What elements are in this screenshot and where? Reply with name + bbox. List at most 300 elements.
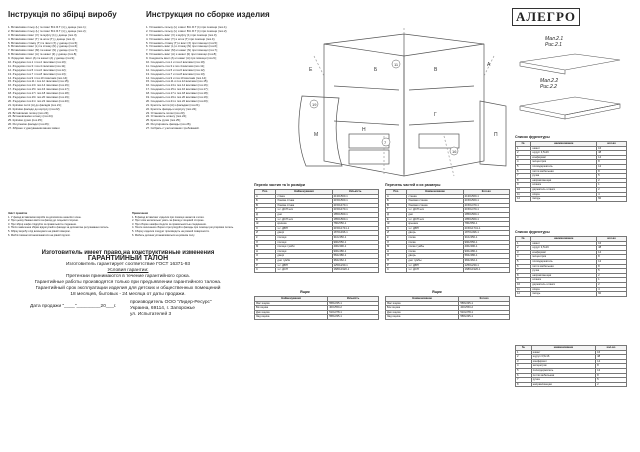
note-item: 6. Мебель должна устанавливаться на ровном полу.: [132, 233, 195, 237]
table-cell: з.с. ДВП: [407, 263, 463, 268]
table-cell: 1250х230-1: [332, 263, 378, 268]
table-cell: 60: [597, 197, 627, 202]
table-header-cell: Кількість: [332, 190, 378, 195]
table-cell: 8: [596, 364, 627, 369]
table-cell: конфирмат: [531, 155, 597, 160]
step-item: 26. Регулировать фасады (поз.26);: [146, 123, 192, 127]
table-cell: полкодержатель: [531, 368, 595, 373]
step-item: 7. Установить винт (М) и шкант (N) при помощи (поз.7);: [146, 49, 218, 53]
table-cell: 12: [516, 197, 531, 202]
table-cell: петля мебельная: [531, 169, 597, 174]
parts-table-ua-title: Перелік частин та їх розміри: [254, 183, 305, 187]
note-item: 5. Сборку изделия следует производить на ровной поверхности.: [132, 229, 210, 233]
table-cell: 8: [516, 382, 532, 387]
table-cell: 8: [597, 255, 627, 260]
drawer-sketch-2: [515, 92, 625, 122]
step-item: 2. Вставляємо гільзу (L) та гвинт В.К.Я.Т (1) у днище (поз.2);: [8, 29, 87, 33]
step-item: 18. З'єднуємо поз.17 і поз.18 гвинтами (поз.18);: [8, 92, 70, 96]
table-row: [255, 268, 379, 273]
brand-logo: АЛЕГРО: [512, 8, 580, 26]
callout-number: 19: [312, 102, 317, 107]
table-cell: 48: [597, 151, 627, 156]
step-item: 20. З'єднуємо поз.21 і поз.22 гвинтами (поз.20);: [8, 99, 70, 103]
table-header-cell: наименование: [531, 142, 597, 147]
table-cell: 1850х560-1: [332, 212, 378, 217]
fittings-table-1: [515, 141, 627, 202]
pic-label-1: Мал.2.1: [545, 36, 564, 42]
table-cell: 6: [516, 264, 531, 269]
table-cell: полиця: [276, 249, 332, 254]
warranty-line: Изготовитель имеет право на конструктивные изменения: [41, 250, 215, 256]
callout-number: 16: [452, 149, 457, 154]
note-item: 3. При сборке шкафа следите за правильностью соединения.: [132, 222, 207, 226]
table-cell: Ж: [255, 222, 276, 227]
fittings-table-3: [515, 345, 627, 387]
table-cell: 12: [597, 259, 627, 264]
pic-label-2: Мал.2.2: [540, 78, 559, 84]
assembly-diagram: [284, 26, 509, 184]
step-item: 19. З'єднуємо поз.19 і поз.20 гвинтами (поз.19);: [8, 96, 70, 100]
table-cell: 4: [516, 255, 531, 260]
table-cell: з.с. ДВП: [276, 226, 332, 231]
table-cell: Ж: [386, 222, 407, 227]
step-item: 17. З'єднуємо поз.15 і поз.16 гвинтами (поз.17);: [8, 88, 70, 92]
step-item: 5. Установить стяжку (Т) и винт (Х) при помощи (поз.5);: [146, 41, 218, 45]
table-cell: 3: [516, 155, 531, 160]
table-cell: ручка: [531, 269, 597, 274]
table-header-cell: кол-во: [597, 237, 627, 242]
step-item: 16. Соединить поз.13 и поз.14 винтами (поз.16);: [146, 84, 209, 88]
table-cell: Р: [255, 263, 276, 268]
table-cell: 8: [516, 178, 531, 183]
table-cell: боковая стенка: [407, 199, 463, 204]
sale-date: Дата продажи "____"_________20___г.: [30, 304, 117, 309]
note-item: 2. При этом желательно уметь за фасад к лицевой стороне.: [132, 219, 205, 223]
table-cell: гвоздь: [531, 292, 597, 297]
step-item: 4. Вставляємо гвинт (T) та шток (T) у днище (поз.4);: [8, 37, 76, 41]
table-cell: 12: [516, 292, 531, 297]
table-cell: 384х362-1: [332, 258, 378, 263]
table-cell: В: [255, 203, 276, 208]
step-item: 2. Установить гильзу (L) и винт В.К.Я.Т (1) при помощи (поз.2);: [146, 29, 228, 33]
table-cell: 5: [516, 164, 531, 169]
table-cell: 780х550-1: [332, 222, 378, 227]
step-item: 12. Соединить поз.5 и поз.6 винтами (поз.12);: [146, 68, 206, 72]
step-item: 25. Кріпимо ручки (поз.25);: [8, 119, 43, 123]
table-header-cell: Найменування: [255, 297, 328, 302]
table-cell: з.с. ДСП: [407, 268, 463, 273]
table-cell: 7: [516, 269, 531, 274]
table-cell: з.с. ДСП низ: [276, 217, 332, 222]
table-cell: полка: [407, 235, 463, 240]
step-item: 24. Установить штангу (поз.24);: [146, 115, 187, 119]
table-cell: дверь: [407, 231, 463, 236]
step-item: 12. З'єднуємо поз.5 і поз.6 гвинтами (поз.12);: [8, 68, 67, 72]
table-cell: 4: [597, 287, 627, 292]
table-cell: 48: [597, 246, 627, 251]
step-item: 25. Крепить ручки (поз.25);: [146, 119, 181, 123]
table-cell: 990х550-1: [463, 240, 509, 245]
table-cell: 2: [597, 273, 627, 278]
table-cell: Г: [255, 208, 276, 213]
table-cell: 1680х1920-1: [463, 268, 509, 273]
fittings-table-2-title: Список фурнитуры: [515, 230, 550, 234]
warranty-title: ГАРАНТИЙНЫЙ ТАЛОН: [87, 255, 169, 262]
table-cell: Р: [386, 263, 407, 268]
table-cell: шуруп 3,5х16: [531, 246, 597, 251]
steps-list-ua: [8, 26, 143, 131]
table-cell: 2150х1741-1: [332, 226, 378, 231]
table-cell: держатель штанги: [531, 282, 597, 287]
part-letter: П: [494, 132, 498, 138]
table-cell: полиця: [276, 240, 332, 245]
table-cell: эксцентрик: [531, 255, 597, 260]
table-cell: Н: [386, 249, 407, 254]
table-cell: 1870х496-1: [463, 231, 509, 236]
table-cell: 1: [597, 278, 627, 283]
callout-number: 11: [394, 62, 399, 67]
table-cell: ручка: [531, 174, 597, 179]
step-item: 3. Установить винт (V) и муфту (1) при помощи (поз.3);: [146, 33, 218, 37]
table-cell: 2150х470-1: [463, 203, 509, 208]
table-cell: Б: [386, 199, 407, 204]
part-letter: Н: [362, 127, 366, 133]
step-item: 14. З'єднуємо поз.9 і поз.10 гвинтами (поз.14);: [8, 76, 68, 80]
table-cell: кришка: [276, 222, 332, 227]
table-cell: А: [386, 194, 407, 199]
warranty-line: Условия гарантии:: [107, 268, 149, 273]
table-cell: полиця: [276, 235, 332, 240]
table-cell: направляющая: [531, 178, 597, 183]
table-cell: 6: [516, 169, 531, 174]
fittings-table-1-title: Список фурнитуры: [515, 135, 550, 139]
table-cell: 12: [597, 164, 627, 169]
table-cell: 3: [516, 359, 532, 364]
table-cell: 1870х496-1: [332, 231, 378, 236]
table-cell: опора: [531, 287, 597, 292]
table-cell: 400х390-1: [332, 245, 378, 250]
table-cell: О: [386, 254, 407, 259]
table-cell: полка: [407, 240, 463, 245]
step-item: 15. З'єднуємо поз.11 і поз.12 гвинтами (поз.15);: [8, 80, 70, 84]
table-cell: 558х335-1: [328, 315, 379, 320]
table-cell: Зад ящика: [386, 315, 459, 320]
table-cell: 400х550-2: [328, 306, 379, 311]
table-cell: Е: [386, 217, 407, 222]
callout-number: 7: [384, 140, 387, 145]
table-cell: дверь: [407, 254, 463, 259]
table-cell: полка: [407, 249, 463, 254]
table-cell: 14: [597, 250, 627, 255]
table-cell: А: [255, 194, 276, 199]
table-cell: 1850х560-1: [463, 217, 509, 222]
table-cell: 5: [596, 378, 627, 383]
table-cell: полиця тумби: [276, 245, 332, 250]
table-cell: двері: [276, 231, 332, 236]
drawer-sketch-1: [515, 50, 625, 76]
table-cell: дно: [276, 212, 332, 217]
table-cell: конфирмат: [531, 359, 595, 364]
table-cell: дно тумби: [276, 258, 332, 263]
table-cell: 584х380-1: [463, 254, 509, 259]
table-header-cell: Кол-во: [459, 297, 510, 302]
notes-ua: [8, 212, 128, 237]
table-cell: направляющая: [531, 382, 595, 387]
table-cell: Фас ящика: [386, 301, 459, 306]
table-cell: 8: [597, 160, 627, 165]
table-cell: П: [255, 258, 276, 263]
table-cell: 2150х560-1: [332, 199, 378, 204]
table-cell: полкодержатель: [531, 259, 597, 264]
table-cell: 4: [597, 192, 627, 197]
table-cell: 2: [596, 382, 627, 387]
table-cell: 900х480-1: [463, 249, 509, 254]
table-cell: 8: [516, 273, 531, 278]
table-cell: 9: [516, 278, 531, 283]
step-item: 22. Кріпимо фасади до корпусу (поз.22);: [8, 107, 61, 111]
table-cell: О: [255, 254, 276, 259]
table-cell: 5: [597, 269, 627, 274]
table-cell: ручка: [531, 378, 595, 383]
part-letter: М: [314, 132, 319, 138]
table-cell: 1: [516, 241, 531, 246]
table-cell: 1250х230-1: [463, 263, 509, 268]
table-header-cell: Поз.: [386, 190, 407, 195]
table-cell: Дно ящика: [255, 310, 328, 315]
table-cell: 14: [597, 155, 627, 160]
table-cell: 3: [516, 250, 531, 255]
table-cell: 8: [597, 169, 627, 174]
table-cell: И: [255, 231, 276, 236]
table-cell: 48: [596, 355, 627, 360]
table-cell: П: [386, 258, 407, 263]
part-letter: A: [487, 62, 491, 68]
table-cell: Л: [255, 240, 276, 245]
table-cell: Бок ящика: [386, 306, 459, 311]
table-cell: Г: [386, 208, 407, 213]
table-cell: 558х335-1: [328, 301, 379, 306]
table-cell: 1850х560-1: [332, 217, 378, 222]
step-item: 3. Вставляємо гвинт (V) та муфту (1) у днище (поз.3);: [8, 33, 78, 37]
table-cell: 9: [516, 183, 531, 188]
manufacturer-line: производитель ООО "Лидер-Ресурс": [130, 300, 212, 305]
step-item: 18. Соединить поз.17 и поз.18 винтами (поз.18);: [146, 92, 209, 96]
table-row: [255, 315, 379, 320]
step-item: 13. З'єднуємо поз.7 і поз.8 гвинтами (поз.13);: [8, 72, 67, 76]
step-item: 1. Вставляємо гільзу (L) та гвинт В.К.Я.Т (1) у днище (поз.1);: [8, 26, 87, 29]
steps-list-ru: [146, 26, 281, 131]
table-cell: дно тумбы: [407, 258, 463, 263]
step-item: 22. Крепить фасады к корпусу (поз.22);: [146, 107, 197, 111]
table-cell: В: [386, 203, 407, 208]
table-cell: Бік ящика: [255, 306, 328, 311]
table-cell: Н: [255, 249, 276, 254]
notes-ru: [132, 212, 252, 237]
table-cell: М: [255, 245, 276, 250]
table-cell: 2150х470-1: [332, 208, 378, 213]
table-row: [516, 382, 627, 387]
table-cell: 16: [597, 241, 627, 246]
manufacturer-block: [130, 300, 212, 318]
step-item: 11. З'єднуємо поз.3 і поз.4 гвинтами (поз.11);: [8, 64, 66, 68]
table-cell: з.с. ДВП: [276, 263, 332, 268]
table-cell: боковая стенка: [407, 203, 463, 208]
table-cell: петля мебельная: [531, 373, 595, 378]
note-item: 4. Після закінчення збірки відрегулюйте фасади за допомогою регулювання петель.: [8, 226, 110, 230]
table-cell: 14: [596, 359, 627, 364]
table-cell: опора: [531, 192, 597, 197]
drawer-table-ua-title: Ящик: [300, 290, 310, 294]
table-cell: конфирмат: [531, 250, 597, 255]
table-cell: направляющая: [531, 273, 597, 278]
table-cell: з.с. ДСП низ: [407, 208, 463, 213]
note-item: 3. При збірці шафи слідкуйте за правильністю з'єднання.: [8, 222, 77, 226]
table-cell: 1: [516, 350, 532, 355]
notes-title: Зміст примітки: [8, 212, 28, 215]
note-item: 4. После окончания сборки отрегулируйте фасады при помощи регулировки петель.: [132, 226, 234, 230]
table-cell: 11: [516, 192, 531, 197]
table-cell: крышка: [407, 222, 463, 227]
table-cell: бокова стінка: [276, 199, 332, 204]
step-item: 4. Установить винт (T) и шток (T) при помощи (поз.4);: [146, 37, 216, 41]
table-cell: 2150х470-1: [463, 208, 509, 213]
table-cell: Д: [255, 212, 276, 217]
step-item: 9. З'єднуємо гвинт (А) та шкант (А) у днище (поз.9);: [8, 57, 75, 61]
table-cell: Д: [386, 212, 407, 217]
table-cell: шуруп 3,5х16: [531, 151, 597, 156]
table-cell: 2150х560-1: [463, 199, 509, 204]
table-header-cell: №: [516, 142, 531, 147]
table-header-cell: №: [516, 237, 531, 242]
step-item: 20. Соединить поз.21 и поз.22 винтами (поз.20);: [146, 99, 209, 103]
step-item: 11. Соединить поз.3 и поз.4 винтами (поз.11);: [146, 64, 205, 68]
table-cell: Б: [255, 199, 276, 204]
note-item: 2. При цьому бажано вміти за фасад до лицьової сторони.: [8, 219, 79, 223]
table-header-cell: Поз.: [255, 190, 276, 195]
table-cell: 384х362-1: [463, 258, 509, 263]
table-cell: 2130х560-1: [332, 194, 378, 199]
table-cell: 990х550-1: [332, 240, 378, 245]
table-cell: 2: [516, 355, 532, 360]
table-header-cell: Найменування: [276, 190, 332, 195]
table-cell: 2: [516, 246, 531, 251]
table-cell: шкант: [531, 350, 595, 355]
step-item: 19. Соединить поз.19 и поз.20 винтами (поз.19);: [146, 96, 209, 100]
pic-label-1b: Рис.2.1: [545, 42, 562, 48]
manufacturer-line: Украина, 69114, г. Запорожье: [130, 306, 195, 311]
table-cell: 510х378-1: [328, 310, 379, 315]
table-cell: С: [255, 268, 276, 273]
step-item: 8. Вставляємо гвинт (А) та шкант (К) у днище (поз.8);: [8, 53, 77, 57]
warranty-line: Гарантийный срок эксплуатации изделия для детских и общественных помещений: [35, 286, 221, 291]
table-cell: дно: [407, 212, 463, 217]
table-cell: 2150х1741-1: [463, 226, 509, 231]
step-item: 5. Вставляємо стяжку (Т) та гвинт (Х) у днище (поз.5);: [8, 41, 78, 45]
step-item: 21. Крепить петли (А) к фасадам (поз.21);: [146, 103, 201, 107]
step-item: 27. Зібрано з урахуванням ваших вимог.: [8, 127, 61, 131]
step-item: 10. З'єднуємо поз.1 і поз.2 гвинтами (поз.10);: [8, 61, 67, 65]
table-cell: 2: [597, 178, 627, 183]
step-item: 6. Установить винт (L) и стяжку (N) при помощи (поз.6);: [146, 45, 218, 49]
table-header-cell: наименование: [531, 346, 595, 351]
table-cell: К: [255, 235, 276, 240]
table-header-cell: Наименование: [407, 190, 463, 195]
step-item: 7. Вставляємо гвинт (М) та шкант (N) у днище (поз.7);: [8, 49, 78, 53]
table-cell: стінка: [276, 194, 332, 199]
table-cell: 2: [516, 151, 531, 156]
table-cell: 7: [516, 174, 531, 179]
table-cell: 4: [516, 160, 531, 165]
step-item: 14. Соединить поз.9 и поз.10 винтами (поз.14);: [146, 76, 207, 80]
table-cell: З: [255, 226, 276, 231]
step-item: 6. Вставляємо гвинт (L) та стяжку (N) у днище (поз.6);: [8, 45, 78, 49]
part-letter: Г: [434, 112, 437, 118]
table-cell: 2: [597, 187, 627, 192]
table-cell: полкодержатель: [531, 164, 597, 169]
pic-label: [545, 36, 563, 48]
table-cell: 12: [596, 368, 627, 373]
table-cell: 16: [597, 146, 627, 151]
step-item: 21. Кріпимо петлі (А) до фасадів (поз.21);: [8, 103, 62, 107]
table-cell: 5: [597, 174, 627, 179]
table-cell: 558х335-1: [459, 301, 510, 306]
table-cell: Е: [255, 217, 276, 222]
step-item: 15. Соединить поз.11 и поз.12 винтами (поз.15);: [146, 80, 209, 84]
step-item: 23. Вставляємо полиці (поз.23);: [8, 111, 50, 115]
part-letter: В: [434, 67, 438, 73]
table-cell: з.с. ДВП: [407, 226, 463, 231]
table-cell: з.с. ДСП низ: [276, 208, 332, 213]
table-cell: 780х550-1: [463, 222, 509, 227]
title-ru: Инструкция по сборке изделия: [146, 10, 270, 19]
step-item: 9. Соединить винт (А) и шкант (А) при помощи (поз.9);: [146, 57, 217, 61]
table-cell: бокова стінка: [276, 203, 332, 208]
table-cell: стенка: [407, 194, 463, 199]
part-letter: E: [309, 67, 313, 73]
table-cell: 11: [516, 287, 531, 292]
manufacturer-line: ул. Испытателей 3: [130, 312, 172, 317]
step-item: 10. Соединить поз.1 и поз.2 винтами (поз.10);: [146, 61, 206, 65]
table-cell: 60: [597, 292, 627, 297]
pic-label-2b: Рис.2.2: [540, 84, 557, 90]
table-cell: 2: [597, 282, 627, 287]
table-cell: штанга: [531, 278, 597, 283]
table-cell: Зад ящика: [255, 315, 328, 320]
warranty-line: Изготовитель гарантирует соответствие ГОСТ 16371-93: [65, 262, 191, 267]
table-cell: 8: [597, 264, 627, 269]
table-cell: 1: [516, 146, 531, 151]
pic-label: [540, 78, 558, 90]
step-item: 26. Регулюємо фасади (поз.26);: [8, 123, 50, 127]
warranty-line: 18 месяцев, бытовых - 24 месяца от даты продажи.: [70, 292, 186, 297]
table-header-cell: наименование: [531, 237, 597, 242]
table-cell: полка тумбы: [407, 245, 463, 250]
table-cell: 8: [596, 373, 627, 378]
table-cell: 400х390-1: [463, 245, 509, 250]
table-cell: 310х350-1: [463, 235, 509, 240]
table-cell: 310х350-1: [332, 235, 378, 240]
parts-table-ru: [385, 189, 510, 273]
note-item: 1. В фасад вставляют изделия при помощи шкантов и клея.: [132, 215, 205, 219]
note-item: 5. Збірку виробу слід виконувати на рівній поверхні.: [8, 229, 71, 233]
table-cell: 10: [516, 282, 531, 287]
table-cell: 4: [516, 364, 532, 369]
drawer-table-ru: [385, 296, 510, 320]
parts-table-ru-title: Перечень частей и их размеры: [385, 183, 441, 187]
table-cell: 6: [516, 373, 532, 378]
table-cell: держатель штанги: [531, 187, 597, 192]
table-header-cell: кол-во: [597, 142, 627, 147]
